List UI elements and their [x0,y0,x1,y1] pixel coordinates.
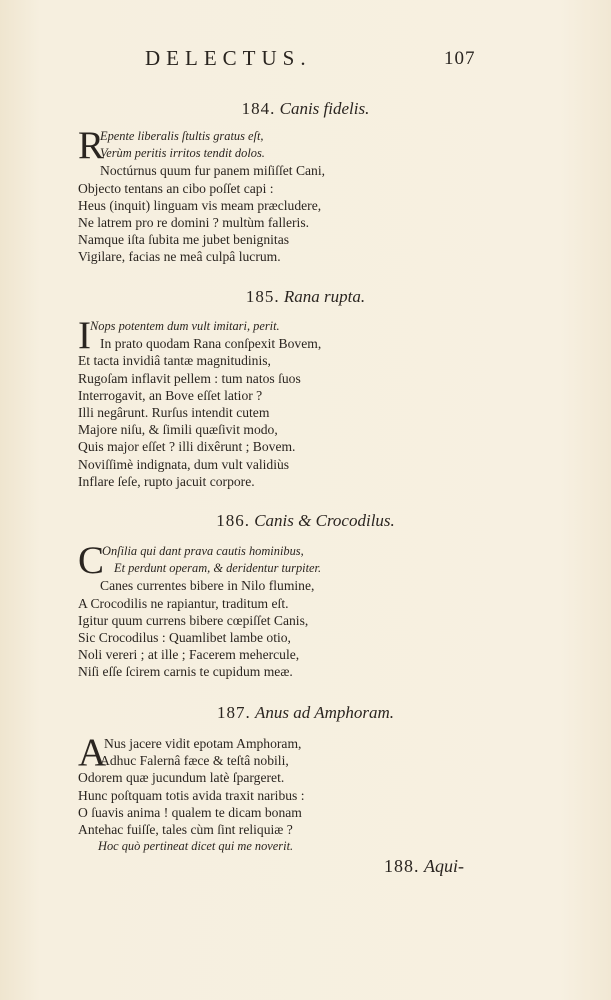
fable-line: Interrogavit, an Bove eſſet latior ? [78,387,263,403]
fable-line: Quis major eſſet ? illi dixêrunt ; Bovem. [78,439,296,455]
page-number: 107 [444,48,476,69]
fable-line: Sic Crocodilus : Quamlibet lambe otio, [78,630,291,646]
fable-185 [0,284,611,490]
fable-name: Anus ad Amphoram. [255,703,394,722]
fable-text [78,314,398,490]
fable-line: Noctúrnus quum fur panem miſiſſet Cani, [100,163,326,179]
fable-name: Canis & Crocodilus. [254,511,395,530]
running-title: DELECTUS. [145,46,312,70]
fable-line: Majore niſu, & ſimili quæſivit modo, [78,422,278,438]
fable-line: Odorem quæ jucundum latè ſpargeret. [78,770,285,786]
fable-line: Antehac fuiſſe, tales cùm ſint reliquiæ ? [78,822,293,838]
fable-line: Ne latrem pro re domini ? multùm falleris. [78,215,310,231]
fable-line: Noli vereri ; at ille ; Facerem mehercule, [78,647,300,663]
drop-cap: I [78,314,91,357]
fable-line: O ſuavis anima ! qualem te dicam bonam [78,804,302,820]
fable-text [78,124,398,266]
fable-line: Objecto tentans an cibo poſſet capi : [78,180,274,196]
fable-number: 186. [216,511,250,530]
catchword [384,856,464,877]
fable-title [0,96,611,122]
fable-line: Inflare ſeſe, rupto jacuit corpore. [78,473,255,489]
fable-number: 187. [217,703,251,722]
drop-cap: A [78,731,107,774]
fable-184 [0,96,611,266]
fable-line: Canes currentes bibere in Nilo flumine, [100,578,315,594]
fable-line: Nus jacere vidit epotam Amphoram, [104,736,302,751]
catchword-number: 188. [384,856,420,876]
fable-187 [0,700,611,855]
drop-cap: R [78,124,105,167]
fable-name: Canis fidelis. [279,99,370,118]
fable-line: Hunc poſtquam totis avida traxit naribus : [78,787,305,803]
fable-line: Epente liberalis ſtultis gratus eſt, [100,129,264,143]
fable-line: A Crocodilis ne rapiantur, traditum eſt. [78,595,289,611]
fable-line: Et tacta invidiâ tantæ magnitudinis, [78,353,271,369]
fable-line: Onſilia qui dant prava cautis hominibus, [102,544,304,558]
fable-line: Hoc quò pertineat dicet qui me noverit. [98,839,294,854]
fable-line: Noviſſimè indignata, dum vult validiùs [78,456,290,472]
fable-186 [0,508,611,681]
fable-name: Rana rupta. [283,287,366,306]
fable-line: In prato quodam Rana conſpexit Bovem, [100,336,322,352]
fable-number: 185. [245,287,280,306]
page-header [0,46,611,76]
fable-line: Vigilare, facias ne meâ culpâ lucrum. [78,249,281,265]
fable-number: 184. [241,99,276,118]
fable-line: Adhuc Falernâ fæce & teſtâ nobili, [100,753,289,769]
fable-line: Namque iſta ſubita me jubet benignitas [78,232,290,248]
fable-line: Igitur quum currens bibere cœpiſſet Canis, [78,612,309,628]
fable-text [78,539,398,681]
fable-title [0,508,611,534]
catchword-word: Aqui- [424,856,464,876]
fable-line: Rugoſam inflavit pellem : tum natos ſuos [78,370,301,386]
fable-line: Niſi eſſe ſcirem carnis te cupidum meæ. [78,664,293,680]
drop-cap: C [78,539,105,582]
fable-line: Verùm peritis irritos tendit dolos. [100,146,265,161]
fable-line: Nops potentem dum vult imitari, perit. [90,319,280,333]
fable-title [0,284,611,310]
fable-line: Et perdunt operam, & deridentur turpiter. [114,561,322,576]
fable-title [0,700,611,726]
fable-line: Heus (inquit) linguam vis meam præcludere, [78,197,322,213]
fable-text [78,731,398,855]
fable-line: Illi negârunt. Rurſus intendit cutem [78,405,270,421]
